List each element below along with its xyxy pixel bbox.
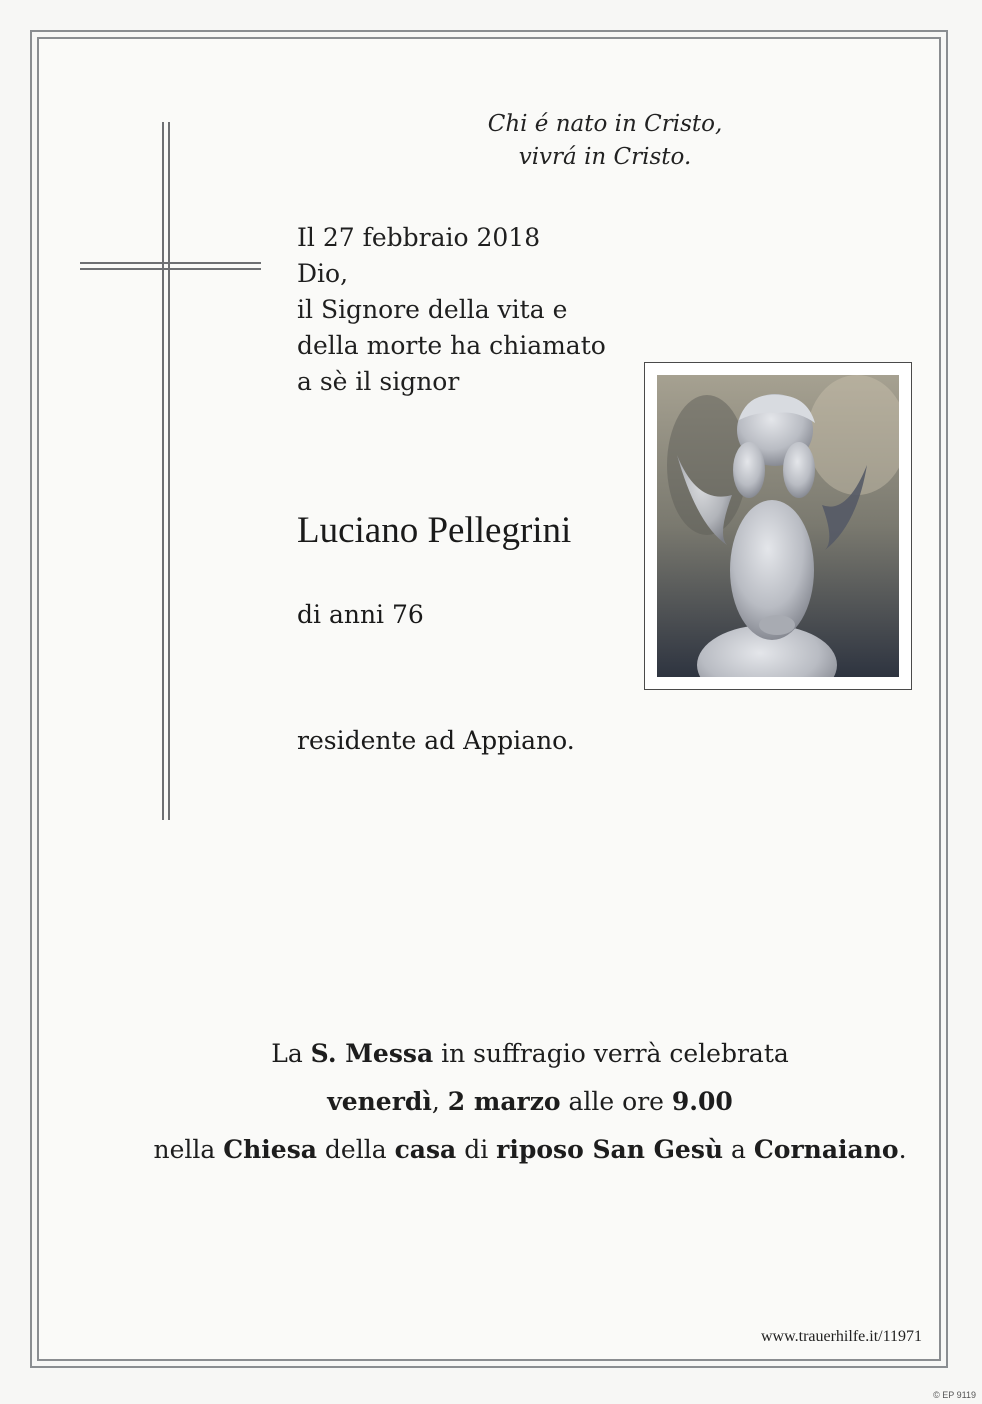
photo-frame — [644, 362, 912, 690]
deceased-age: di anni 76 — [297, 600, 424, 629]
motto-line-2: vivrá in Cristo. — [518, 144, 692, 170]
mass-line-3 — [130, 1126, 930, 1174]
footer-url[interactable]: www.trauerhilfe.it/11971 — [761, 1328, 922, 1345]
announcement-line: il Signore della vita e — [297, 295, 568, 324]
mass-text: , — [431, 1087, 448, 1116]
cross-horizontal-line — [80, 262, 261, 264]
cross-horizontal-line — [80, 268, 261, 270]
mass-line-1 — [130, 1030, 930, 1078]
motto-line-1: Chi é nato in Cristo, — [487, 111, 723, 137]
mass-announcement — [130, 1030, 930, 1174]
cross-vertical-line — [168, 122, 170, 820]
mass-date: 2 marzo — [447, 1087, 561, 1116]
announcement-line: a sè il signor — [297, 367, 460, 396]
cross-vertical-line — [162, 122, 164, 820]
announcement-line: della morte ha chiamato — [297, 331, 606, 360]
mass-text-bold: S. Messa — [310, 1039, 434, 1068]
mass-text: La — [271, 1039, 311, 1068]
angel-statue-photo — [657, 375, 899, 677]
mass-town: Cornaiano — [753, 1135, 899, 1164]
mass-line-2 — [130, 1078, 930, 1126]
mass-time: 9.00 — [671, 1087, 733, 1116]
mass-text-bold: casa — [394, 1135, 457, 1164]
mass-text-bold: Chiesa — [223, 1135, 317, 1164]
announcement-text — [297, 220, 606, 400]
mass-text: nella — [153, 1135, 224, 1164]
announcement-line: Il 27 febbraio 2018 — [297, 223, 541, 252]
mass-text: alle ore — [560, 1087, 672, 1116]
deceased-name: Luciano Pellegrini — [297, 510, 572, 551]
angel-statue-illustration — [657, 375, 899, 677]
mass-text: in suffragio verrà celebrata — [433, 1039, 789, 1068]
motto — [440, 108, 770, 174]
mass-text: di — [456, 1135, 497, 1164]
mass-location: riposo San Gesù — [496, 1135, 724, 1164]
mass-text: . — [898, 1135, 907, 1164]
mass-text: a — [723, 1135, 754, 1164]
deceased-residence: residente ad Appiano. — [297, 726, 575, 755]
mass-text: della — [316, 1135, 395, 1164]
announcement-line: Dio, — [297, 259, 349, 288]
mass-day: venerdì — [327, 1087, 432, 1116]
print-code: © EP 9119 — [933, 1390, 976, 1400]
